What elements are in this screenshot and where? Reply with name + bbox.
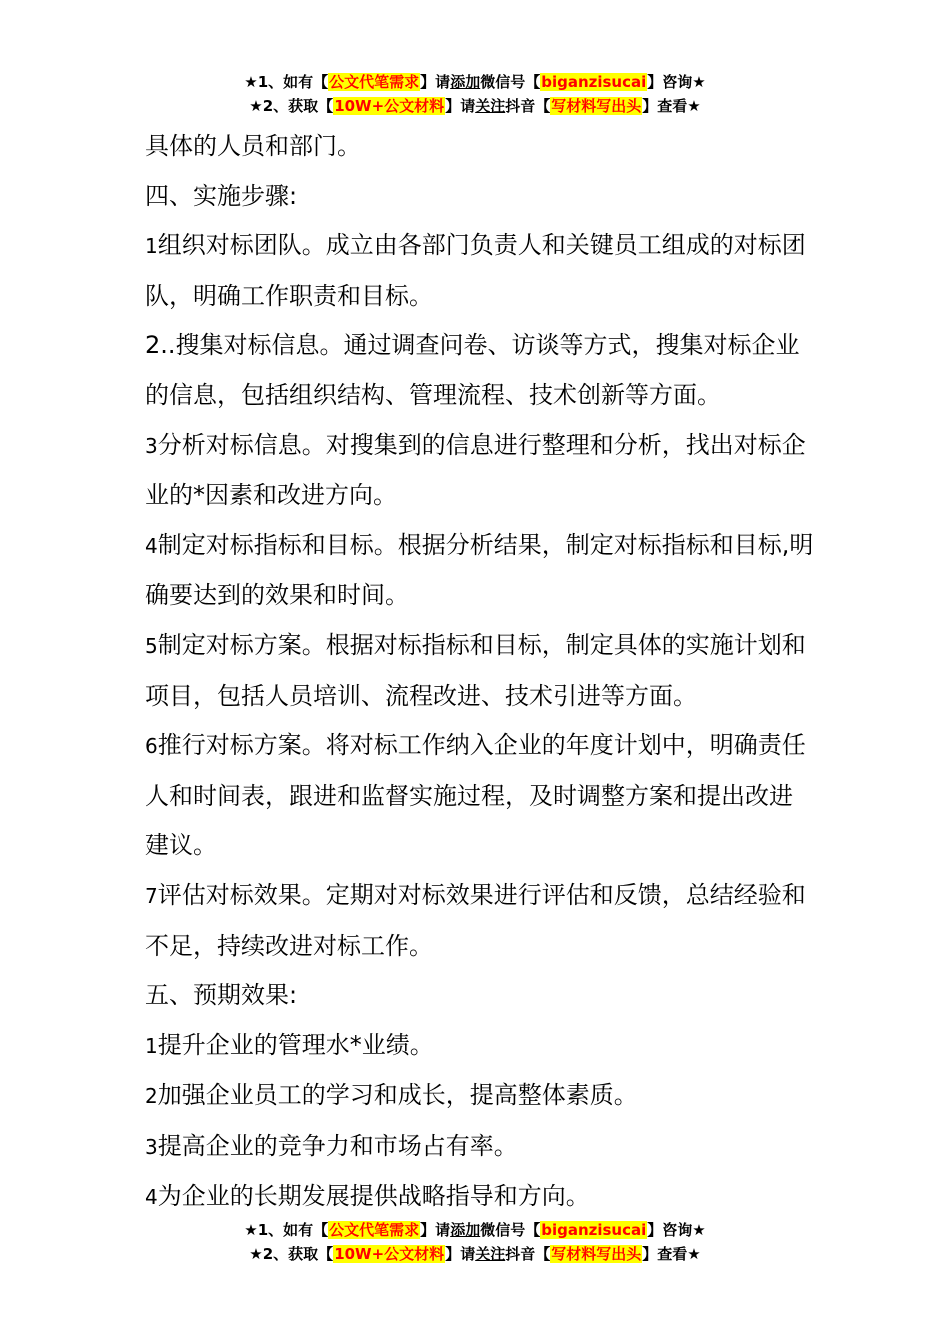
document-body (145, 122, 815, 1223)
section-heading: 五、预期效果: (145, 981, 298, 1010)
step-text: 组织对标团队。成立由各部门负责人和关键员工组成的对标团队，明确工作职责和目标。 (145, 231, 806, 310)
effect-text: 为企业的长期发展提供战略指导和方向。 (157, 1182, 590, 1211)
step-item (145, 621, 815, 721)
effect-number: 3 (145, 1134, 158, 1159)
banner-text: 抖音【 (505, 1245, 551, 1263)
step-item (145, 421, 815, 521)
effect-text: 加强企业员工的学习和成长，提高整体素质。 (157, 1081, 638, 1110)
banner-text: 】请 (420, 73, 451, 91)
banner-line-2 (0, 94, 950, 118)
header-banner (0, 70, 950, 118)
banner-highlight: 公文代笔需求 (329, 1221, 420, 1239)
step-text: 推行对标方案。将对标工作纳入企业的年度计划中，明确责任人和时间表，跟进和监督实施过程，及时调整方案和提出改进建议。 (145, 731, 806, 860)
effect-item (145, 1071, 815, 1122)
banner-text: 】请 (445, 1245, 476, 1263)
banner-highlight: biganzisucai (541, 73, 647, 91)
step-number: 4 (145, 533, 158, 558)
banner-line-2 (0, 1242, 950, 1266)
effect-text: 提高企业的竞争力和市场占有率。 (157, 1131, 518, 1160)
effect-number: 2 (145, 1084, 158, 1109)
paragraph: 具体的人员和部门。 (145, 132, 361, 160)
step-text: 分析对标信息。对搜集到的信息进行整理和分析，找出对标企业的*因素和改进方向。 (145, 430, 806, 510)
step-text: 制定对标方案。根据对标指标和目标，制定具体的实施计划和项目，包括人员培训、流程改进、技术引进等方面。 (145, 630, 806, 710)
banner-line-1 (0, 70, 950, 94)
effect-item (145, 1122, 815, 1173)
step-number: 3 (145, 433, 158, 458)
banner-text: 】查看★ (642, 1245, 701, 1263)
banner-highlight: 写材料写出头 (551, 1245, 642, 1263)
banner-highlight: 10W+公文材料 (334, 1245, 445, 1263)
footer-banner (0, 1218, 950, 1266)
step-item (145, 871, 815, 971)
banner-highlight: 写材料写出头 (551, 97, 642, 115)
banner-emphasis: 添加 (450, 1221, 481, 1239)
step-number: 2. (145, 331, 168, 360)
step-item (145, 721, 815, 871)
step-item (145, 521, 815, 621)
banner-highlight: 10W+公文材料 (334, 97, 445, 115)
step-number: 1 (145, 234, 158, 259)
banner-text: 微信号【 (480, 1221, 541, 1239)
effect-text: 提升企业的管理水*业绩。 (157, 1030, 434, 1059)
banner-text: ★2、获取【 (249, 97, 334, 115)
effect-number: 1 (145, 1033, 158, 1058)
step-number: 6 (145, 734, 158, 759)
banner-text: ★1、如有【 (244, 1221, 329, 1239)
effect-item (145, 1021, 815, 1072)
banner-text: 】咨询★ (647, 1221, 706, 1239)
banner-emphasis: 关注 (475, 1245, 506, 1263)
banner-highlight: 公文代笔需求 (329, 73, 420, 91)
step-number: 7 (145, 883, 158, 908)
banner-line-1 (0, 1218, 950, 1242)
banner-text: 微信号【 (480, 73, 541, 91)
banner-text: ★1、如有【 (244, 73, 329, 91)
banner-highlight: biganzisucai (541, 1221, 647, 1239)
section-heading: 四、实施步骤: (145, 181, 298, 210)
banner-text: 】请 (445, 97, 476, 115)
step-text: 制定对标指标和目标。根据分析结果，制定对标指标和目标,明确要达到的效果和时间。 (145, 530, 814, 610)
banner-text: ★2、获取【 (249, 1245, 334, 1263)
banner-text: 】咨询★ (647, 73, 706, 91)
effect-number: 4 (145, 1185, 158, 1210)
step-text: .搜集对标信息。通过调查问卷、访谈等方式，搜集对标企业的信息，包括组织结构、管理流程、技术创新等方面。 (145, 331, 800, 409)
step-text: 评估对标效果。定期对对标效果进行评估和反馈，总结经验和不足，持续改进对标工作。 (145, 880, 806, 960)
step-item (145, 221, 815, 321)
banner-emphasis: 关注 (475, 97, 506, 115)
banner-text: 】请 (420, 1221, 451, 1239)
step-item (145, 321, 815, 420)
banner-emphasis: 添加 (450, 73, 481, 91)
banner-text: 】查看★ (642, 97, 701, 115)
step-number: 5 (145, 633, 158, 658)
banner-text: 抖音【 (505, 97, 551, 115)
effect-item (145, 1172, 815, 1223)
